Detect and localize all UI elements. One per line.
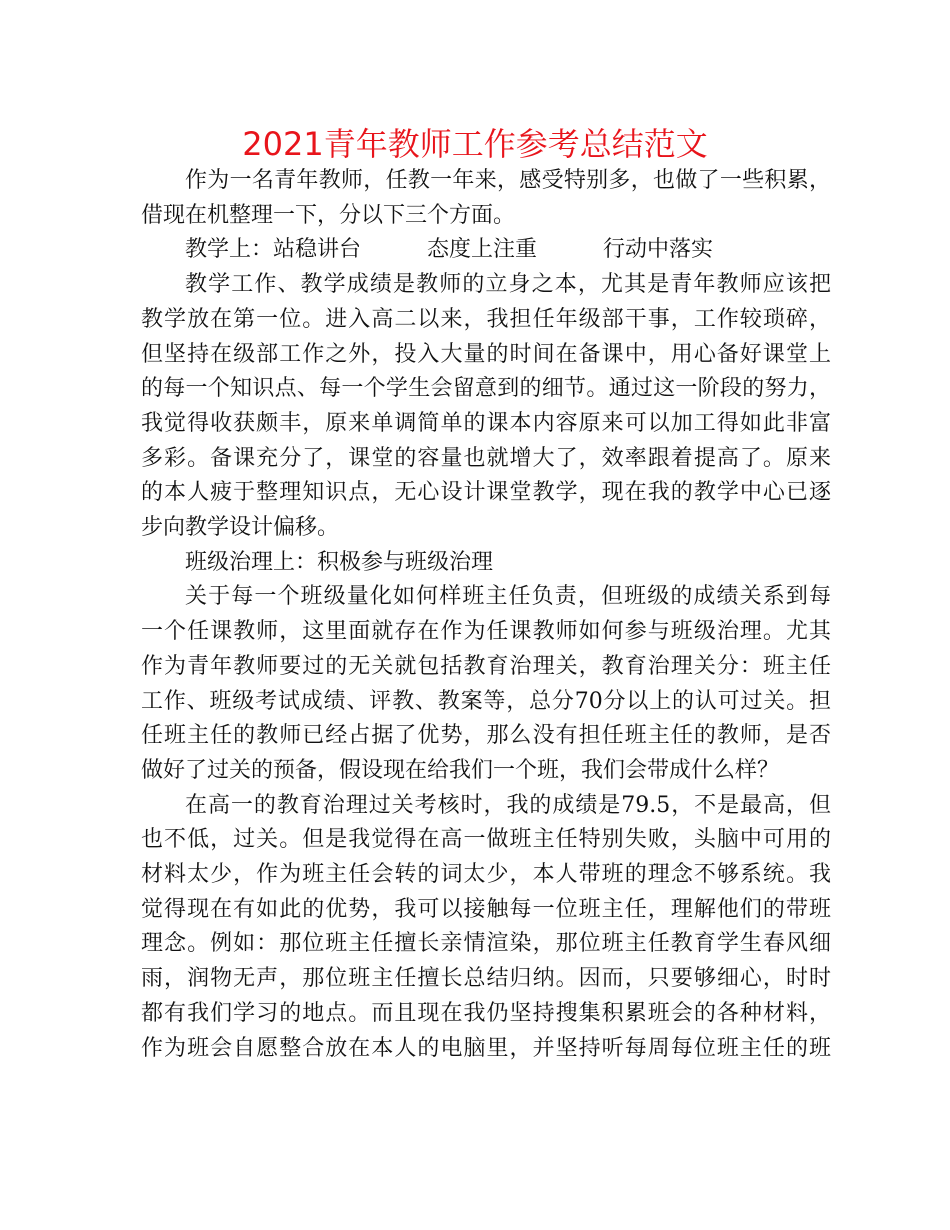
paragraph-line: 但坚持在级部工作之外，投入大量的时间在备课中，用心备好课堂上 bbox=[141, 341, 831, 367]
document-title: 2021青年教师工作参考总结范文 bbox=[242, 125, 708, 163]
paragraph-line: 雨，润物无声，那位班主任擅长总结归纳。因而，只要够细心，时时 bbox=[141, 966, 831, 992]
paragraph-line: 工作、班级考试成绩、评教、教案等，总分70分以上的认可过关。担 bbox=[141, 688, 831, 714]
paragraph-teaching bbox=[141, 268, 831, 546]
paragraph-intro bbox=[141, 164, 831, 233]
paragraph-line: 多彩。备课充分了，课堂的容量也就增大了，效率跟着提高了。原来 bbox=[141, 445, 831, 471]
paragraph-line: 作为青年教师要过的无关就包括教育治理关，教育治理关分：班主任 bbox=[141, 653, 831, 679]
paragraph-line: 教学工作、教学成绩是教师的立身之本，尤其是青年教师应该把 bbox=[185, 272, 831, 298]
paragraph-line: 作为一名青年教师，任教一年来，感受特别多，也做了一些积累， bbox=[185, 168, 831, 193]
paragraph-line: 一个任课教师，这里面就存在作为任课教师如何参与班级治理。尤其 bbox=[141, 619, 831, 645]
paragraph-line: 做好了过关的预备，假设现在给我们一个班，我们会带成什么样？ bbox=[141, 757, 780, 783]
paragraph-line: 也不低，过关。但是我觉得在高一做班主任特别失败，头脑中可用的 bbox=[141, 827, 831, 853]
paragraph-line: 作为班会自愿整合放在本人的电脑里，并坚持听每周每位班主任的班 bbox=[141, 1035, 831, 1061]
paragraph-line: 在高一的教育治理过关考核时，我的成绩是79.5，不是最高，但 bbox=[185, 792, 831, 818]
paragraph-line: 的本人疲于整理知识点，无心设计课堂教学，现在我的教学中心已逐 bbox=[141, 480, 831, 506]
paragraph-line: 借现在机整理一下，分以下三个方面。 bbox=[141, 202, 516, 228]
section-heading-class-management: 班级治理上：积极参与班级治理 bbox=[185, 549, 494, 575]
paragraph-assessment bbox=[141, 789, 831, 1067]
paragraph-line: 任班主任的教师已经占据了优势，那么没有担任班主任的教师，是否 bbox=[141, 723, 831, 749]
section-heading-teaching: 教学上：站稳讲台 态度上注重 行动中落实 bbox=[185, 237, 714, 263]
paragraph-line: 我觉得收获颇丰，原来单调简单的课本内容原来可以加工得如此非富 bbox=[141, 410, 831, 436]
paragraph-line: 都有我们学习的地点。而且现在我仍坚持搜集积累班会的各种材料， bbox=[141, 1000, 831, 1026]
paragraph-line: 教学放在第一位。进入高二以来，我担任年级部干事，工作较琐碎， bbox=[141, 306, 831, 332]
paragraph-class-management bbox=[141, 580, 831, 788]
paragraph-line: 关于每一个班级量化如何样班主任负责，但班级的成绩关系到每 bbox=[185, 584, 831, 610]
paragraph-line: 步向教学设计偏移。 bbox=[141, 515, 340, 541]
paragraph-line: 材料太少，作为班主任会转的词太少，本人带班的理念不够系统。我 bbox=[141, 862, 831, 888]
paragraph-line: 理念。例如：那位班主任擅长亲情渲染，那位班主任教育学生春风细 bbox=[141, 931, 831, 957]
document-body bbox=[141, 164, 831, 1066]
paragraph-line: 觉得现在有如此的优势，我可以接触每一位班主任，理解他们的带班 bbox=[141, 896, 831, 922]
paragraph-line: 的每一个知识点、每一个学生会留意到的细节。通过这一阶段的努力， bbox=[141, 376, 831, 402]
